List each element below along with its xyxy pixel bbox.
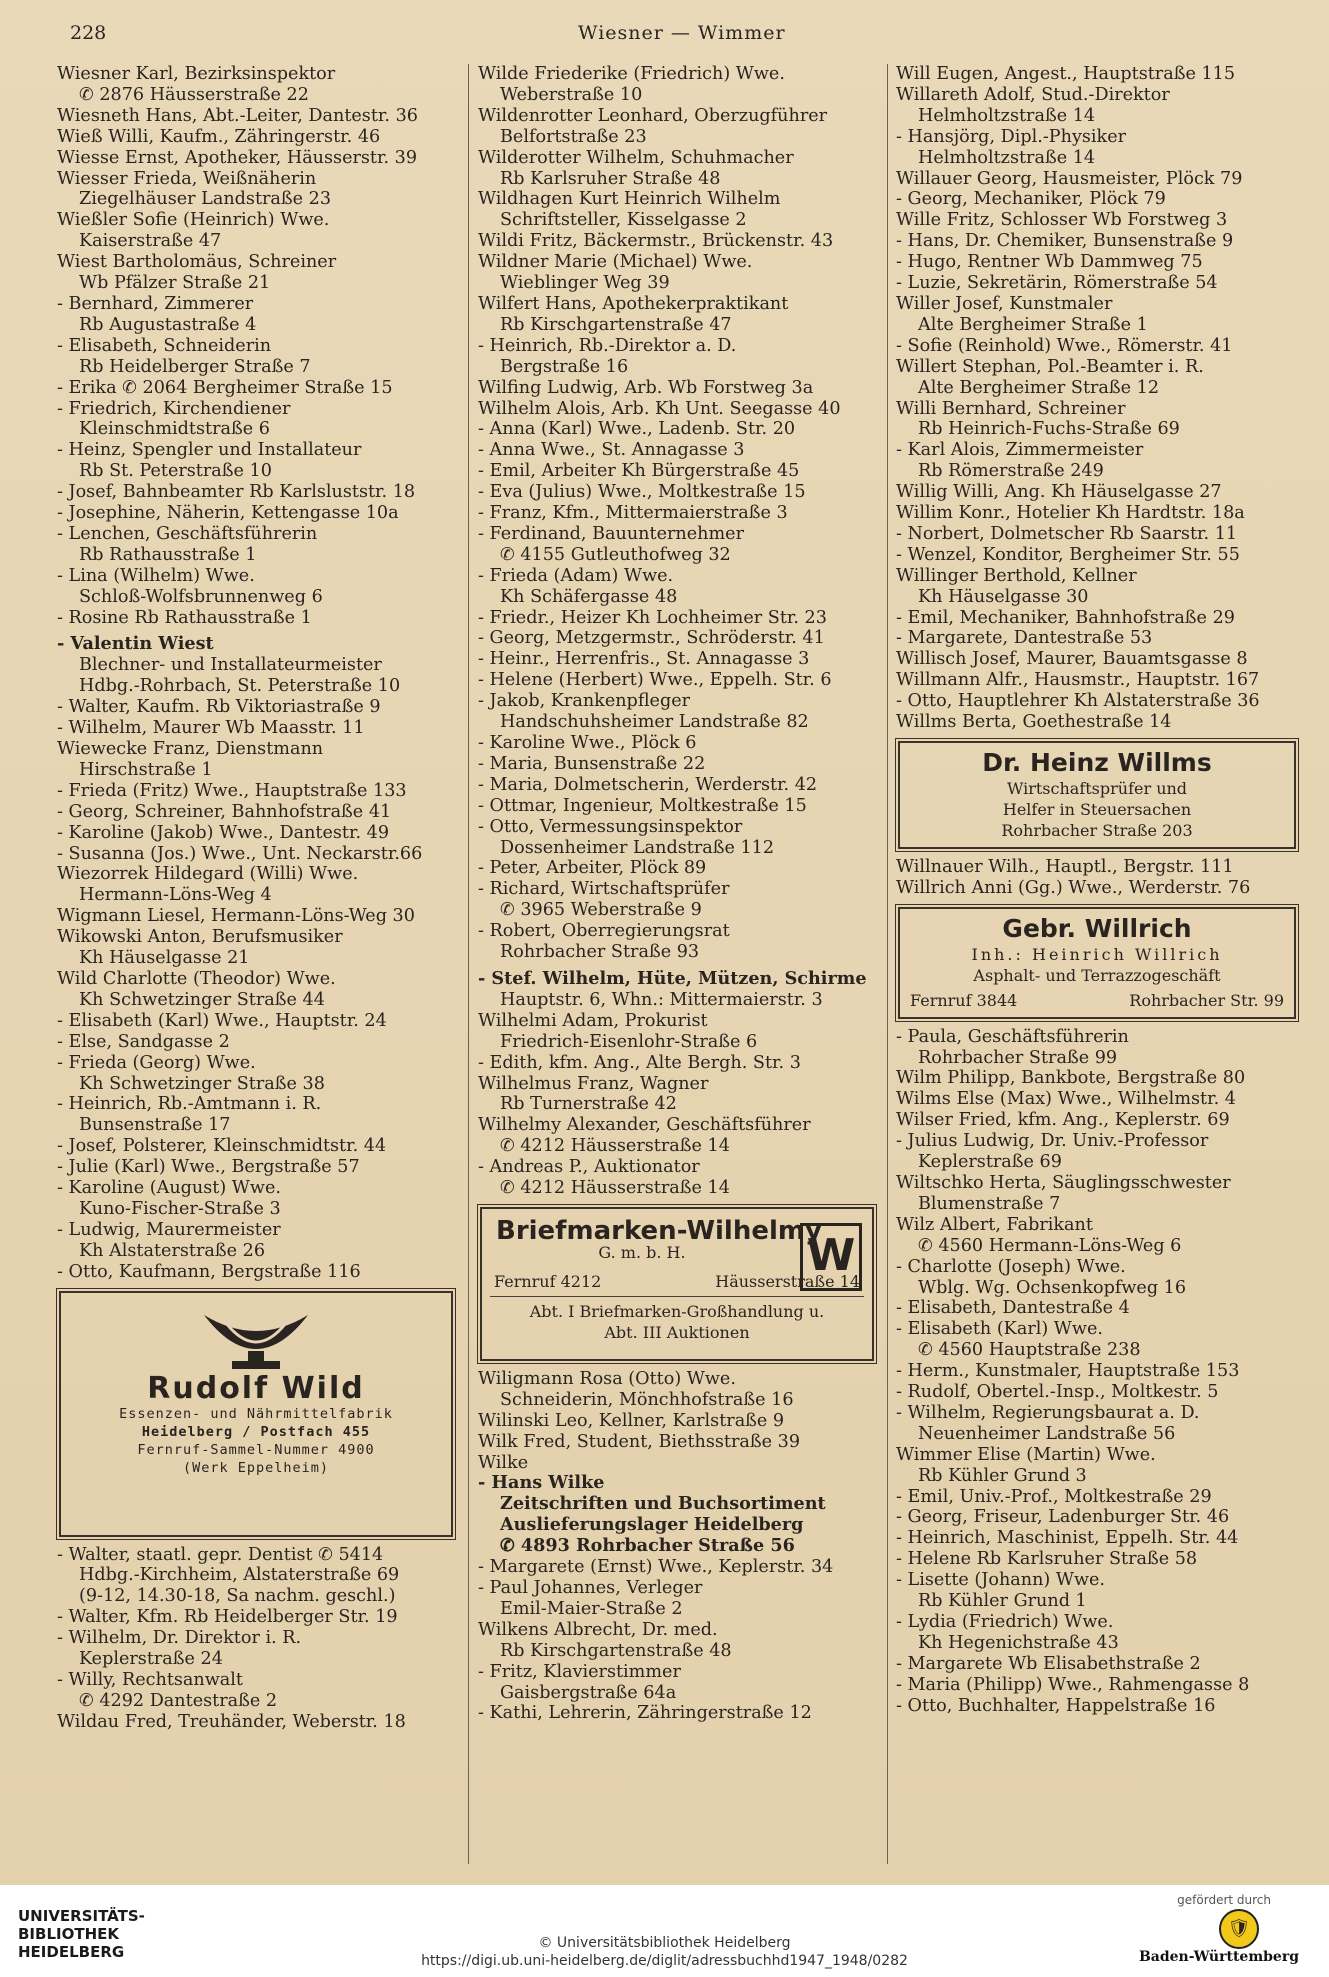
entry-list [478, 64, 878, 963]
directory-entry: ✆ 4212 Häusserstraße 14 [500, 1178, 730, 1199]
ad-title: Briefmarken-Wilhelmy [496, 1215, 822, 1246]
directory-entry: - Margarete (Ernst) Wwe., Keplerstr. 34 [478, 1557, 834, 1578]
directory-entry: Wildenrotter Leonhard, Oberzugführer [478, 105, 828, 126]
chalice-logo-icon [69, 1307, 443, 1373]
directory-entry: - Peter, Arbeiter, Plöck 89 [478, 858, 707, 879]
hans-wilke-block [478, 1473, 878, 1557]
directory-entry: Rb Heidelberger Straße 7 [79, 356, 311, 377]
directory-entry: Wieß Willi, Kaufm., Zähringerstr. 46 [57, 126, 381, 147]
directory-entry: Weberstraße 10 [500, 84, 643, 105]
library-line: UNIVERSITÄTS- [18, 1907, 145, 1925]
library-line: BIBLIOTHEK [18, 1925, 119, 1943]
directory-entry: - Richard, Wirtschaftsprüfer [478, 879, 730, 900]
ad-line: Asphalt- und Terrazzogeschäft [973, 965, 1221, 985]
directory-entry: Wblg. Wg. Ochsenkopfweg 16 [918, 1277, 1187, 1298]
directory-entry: Rohrbacher Straße 93 [500, 942, 700, 963]
directory-entry: - Helene (Herbert) Wwe., Eppelh. Str. 6 [478, 670, 832, 691]
entry-list [478, 1011, 878, 1199]
directory-entry: - Otto, Hauptlehrer Kh Alstaterstraße 36 [896, 691, 1260, 712]
directory-entry: - Karoline Wwe., Plöck 6 [478, 733, 697, 753]
directory-entry: Blumenstraße 7 [918, 1193, 1061, 1214]
ad-phone: Fernruf 3844 [910, 990, 1018, 1010]
directory-entry: - Josef, Polsterer, Kleinschmidtstr. 44 [57, 1136, 387, 1157]
directory-entry: - Herm., Kunstmaler, Hauptstraße 153 [896, 1361, 1240, 1382]
directory-entry: - Fritz, Klavierstimmer [478, 1661, 681, 1682]
directory-entry: - Wilhelm, Maurer Wb Maasstr. 11 [57, 718, 365, 739]
directory-entry: Wilderotter Wilhelm, Schuhmacher [478, 147, 794, 168]
directory-entry: Hdbg.-Kirchheim, Alstaterstraße 69 [79, 1565, 400, 1586]
entry-list [896, 1027, 1300, 1717]
directory-entry: Rb Heinrich-Fuchs-Straße 69 [918, 419, 1180, 440]
directory-entry: - Karoline (Jakob) Wwe., Dantestr. 49 [57, 822, 390, 843]
directory-entry: Wiltschko Herta, Säuglingsschwester [896, 1172, 1231, 1193]
directory-entry: Willmann Alfr., Hausmstr., Hauptstr. 167 [896, 670, 1260, 691]
directory-entry: Wilhelmy Alexander, Geschäftsführer [478, 1115, 811, 1136]
directory-entry: Bergstraße 16 [500, 356, 629, 377]
directory-entry: - Frieda (Georg) Wwe. [57, 1052, 256, 1073]
directory-entry: Wiezorrek Hildegard (Willi) Wwe. [57, 864, 359, 885]
directory-entry: (9-12, 14.30-18, Sa nachm. geschl.) [79, 1586, 396, 1607]
directory-entry: Kh Schäfergasse 48 [500, 586, 678, 607]
directory-entry: Hirschstraße 1 [79, 759, 213, 780]
entry-list [478, 1557, 878, 1724]
directory-entry: - Anna (Karl) Wwe., Ladenb. Str. 20 [478, 419, 796, 440]
library-footer [0, 1885, 1329, 1977]
directory-entry: - Lenchen, Geschäftsführerin [57, 523, 318, 544]
directory-entry: - Erika ✆ 2064 Bergheimer Straße 15 [57, 377, 393, 398]
directory-entry: Rb Kirschgartenstraße 47 [500, 314, 732, 335]
directory-entry: Wilfert Hans, Apothekerpraktikant [478, 293, 789, 314]
directory-entry: ✆ 3965 Weberstraße 9 [500, 900, 702, 921]
directory-entry: Wießler Sofie (Heinrich) Wwe. [57, 210, 330, 231]
directory-entry: Wilde Friederike (Friedrich) Wwe. [478, 64, 785, 84]
directory-entry: - Emil, Arbeiter Kh Bürgerstraße 45 [478, 461, 800, 482]
directory-entry: - Maria, Bunsenstraße 22 [478, 753, 706, 774]
directory-entry: - Wilhelm, Regierungsbaurat a. D. [896, 1402, 1200, 1423]
w-logo-icon: W [800, 1223, 862, 1291]
directory-entry: - Friedrich, Kirchendiener [57, 398, 291, 419]
directory-entry: Wilms Else (Max) Wwe., Wilhelmstr. 4 [896, 1089, 1236, 1110]
directory-entry: - Hugo, Rentner Wb Dammweg 75 [896, 252, 1203, 273]
listing-name: - Stef. Wilhelm, Hüte, Mützen, Schirme [478, 968, 867, 989]
ad-line: Wirtschaftsprüfer und [1006, 778, 1188, 798]
directory-entry: - Willy, Rechtsanwalt [57, 1670, 243, 1690]
directory-entry: Rb Römerstraße 249 [918, 461, 1104, 482]
directory-entry: - Lina (Wilhelm) Wwe. [57, 565, 255, 586]
directory-entry: - Hansjörg, Dipl.-Physiker [896, 126, 1127, 147]
column-2 [478, 64, 878, 1724]
ad-rudolf-wild [59, 1291, 453, 1537]
valentin-wiest-block [57, 634, 457, 697]
directory-entry: - Julie (Karl) Wwe., Bergstraße 57 [57, 1157, 360, 1178]
directory-entry: Alte Bergheimer Straße 12 [918, 377, 1160, 398]
directory-entry: Willisch Josef, Maurer, Bauamtsgasse 8 [896, 649, 1248, 670]
directory-entry: Wilhelm Alois, Arb. Kh Unt. Seegasse 40 [478, 398, 841, 419]
directory-entry: Willer Josef, Kunstmaler [896, 293, 1113, 314]
directory-entry: Willinger Berthold, Kellner [896, 565, 1137, 586]
directory-entry: Gaisbergstraße 64a [500, 1682, 677, 1703]
directory-entry: Wiewecke Franz, Dienstmann [57, 739, 324, 759]
directory-entry: - Rudolf, Obertel.-Insp., Moltkestr. 5 [896, 1382, 1219, 1403]
directory-entry: Helmholtzstraße 14 [918, 147, 1096, 168]
directory-entry: - Robert, Oberregierungsrat [478, 921, 730, 942]
stef-wilhelm-block [478, 969, 878, 1011]
ad-title: Dr. Heinz Willms [982, 748, 1212, 777]
directory-entry: - Frieda (Fritz) Wwe., Hauptstraße 133 [57, 780, 407, 801]
directory-entry: Willert Stephan, Pol.-Beamter i. R. [896, 356, 1204, 377]
directory-entry: Wildner Marie (Michael) Wwe. [478, 252, 753, 273]
directory-entry: - Luzie, Sekretärin, Römerstraße 54 [896, 273, 1218, 294]
directory-entry: Schloß-Wolfsbrunnenweg 6 [79, 586, 323, 607]
directory-entry: Kleinschmidtstraße 6 [79, 419, 270, 440]
directory-entry: - Karoline (August) Wwe. [57, 1178, 281, 1199]
entry-list [478, 1369, 878, 1474]
directory-entry: Wille Fritz, Schlosser Wb Forstweg 3 [896, 210, 1228, 231]
directory-entry: - Karl Alois, Zimmermeister [896, 440, 1144, 461]
directory-entry: Kuno-Fischer-Straße 3 [79, 1198, 281, 1219]
ad-line: (Werk Eppelheim) [182, 1460, 330, 1477]
directory-entry: - Paula, Geschäftsführerin [896, 1026, 1129, 1047]
directory-entry: Wilhelmi Adam, Prokurist [478, 1010, 708, 1031]
directory-entry: Ziegelhäuser Landstraße 23 [79, 189, 332, 210]
ad-line: Abt. I Briefmarken-Großhandlung u. [529, 1301, 825, 1321]
directory-entry: - Lisette (Johann) Wwe. [896, 1570, 1106, 1591]
directory-entry: - Georg, Schreiner, Bahnhofstraße 41 [57, 801, 392, 822]
library-line: HEIDELBERG [18, 1943, 125, 1961]
ad-address: Häusserstraße 14 [715, 1271, 860, 1291]
directory-entry: Wikowski Anton, Berufsmusiker [57, 927, 343, 948]
directory-entry: Wildi Fritz, Bäckermstr., Brückenstr. 43 [478, 231, 834, 252]
directory-entry: Wildhagen Kurt Heinrich Wilhelm [478, 189, 781, 210]
directory-entry: - Walter, Kfm. Rb Heidelberger Str. 19 [57, 1607, 398, 1628]
directory-entry: Schriftsteller, Kisselgasse 2 [500, 210, 747, 231]
directory-entry: - Emil, Mechaniker, Bahnhofstraße 29 [896, 607, 1235, 628]
directory-entry: - Andreas P., Auktionator [478, 1157, 700, 1178]
directory-entry: Wilz Albert, Fabrikant [896, 1214, 1093, 1235]
column-3 [896, 64, 1300, 1717]
directory-entry: ✆ 4212 Häusserstraße 14 [500, 1136, 730, 1157]
directory-entry: - Ludwig, Maurermeister [57, 1219, 281, 1240]
listing-line: Auslieferungslager Heidelberg [500, 1515, 804, 1536]
directory-entry: Wilkens Albrecht, Dr. med. [478, 1619, 718, 1640]
directory-entry: Keplerstraße 24 [79, 1649, 223, 1670]
column-divider-1 [468, 64, 469, 1864]
directory-entry: - Elisabeth, Schneiderin [57, 335, 272, 356]
directory-entry: - Otto, Kaufmann, Bergstraße 116 [57, 1261, 361, 1282]
directory-entry: Willig Willi, Ang. Kh Häuselgasse 27 [896, 482, 1222, 503]
directory-entry: Willnauer Wilh., Hauptl., Bergstr. 111 [896, 856, 1234, 877]
directory-entry: ✆ 2876 Häusserstraße 22 [79, 84, 309, 105]
ad-address: Rohrbacher Str. 99 [1129, 990, 1284, 1010]
directory-entry: - Julius Ludwig, Dr. Univ.-Professor [896, 1131, 1209, 1152]
directory-entry: - Frieda (Adam) Wwe. [478, 565, 674, 586]
directory-entry: - Heinr., Herrenfris., St. Annagasse 3 [478, 649, 810, 670]
directory-entry: - Elisabeth (Karl) Wwe. [896, 1319, 1103, 1340]
directory-entry: Wildau Fred, Treuhänder, Weberstr. 18 [57, 1711, 406, 1732]
directory-entry: - Heinrich, Rb.-Amtmann i. R. [57, 1094, 322, 1115]
ad-line: Heidelberg / Postfach 455 [141, 1424, 371, 1441]
directory-entry: - Georg, Friseur, Ladenburger Str. 46 [896, 1507, 1230, 1528]
permalink[interactable]: https://digi.ub.uni-heidelberg.de/diglit/adressbuchhd1947_1948/0282 [421, 1953, 908, 1969]
directory-entry: Wilhelmus Franz, Wagner [478, 1073, 709, 1094]
listing-line: Hauptstr. 6, Whn.: Mittermaierstr. 3 [500, 989, 823, 1010]
directory-entry: - Ottmar, Ingenieur, Moltkestraße 15 [478, 795, 807, 816]
page-number: 228 [70, 22, 107, 44]
directory-entry: Kh Hegenichstraße 43 [918, 1632, 1119, 1653]
directory-entry: - Edith, kfm. Ang., Alte Bergh. Str. 3 [478, 1052, 801, 1073]
directory-entry: - Heinrich, Rb.-Direktor a. D. [478, 335, 737, 356]
ad-gebr-willrich [898, 907, 1296, 1019]
listing-line: Blechner- und Installateurmeister [79, 655, 382, 676]
directory-entry: Rb Kirschgartenstraße 48 [500, 1640, 732, 1661]
directory-entry: Dossenheimer Landstraße 112 [500, 837, 775, 858]
ad-title: Gebr. Willrich [1002, 913, 1192, 943]
directory-entry: Will Eugen, Angest., Hauptstraße 115 [896, 64, 1236, 84]
directory-entry: - Maria (Philipp) Wwe., Rahmengasse 8 [896, 1674, 1250, 1695]
directory-entry: Emil-Maier-Straße 2 [500, 1598, 683, 1619]
directory-entry: Wilm Philipp, Bankbote, Bergstraße 80 [896, 1068, 1246, 1089]
directory-entry: Rb St. Peterstraße 10 [79, 461, 272, 482]
copyright-notice: © Universitätsbibliothek Heidelberg [538, 1935, 791, 1951]
ad-line: Abt. III Auktionen [604, 1322, 750, 1342]
directory-entry: Schneiderin, Mönchhofstraße 16 [500, 1389, 794, 1410]
directory-entry: ✆ 4292 Dantestraße 2 [79, 1690, 278, 1711]
directory-entry: - Maria, Dolmetscherin, Werderstr. 42 [478, 774, 818, 795]
ad-line: Fernruf-Sammel-Nummer 4900 [137, 1442, 375, 1459]
ad-line: Inh.: Heinrich Willrich [971, 944, 1223, 964]
directory-entry: - Friedr., Heizer Kh Lochheimer Str. 23 [478, 607, 827, 628]
directory-entry: - Walter, Kaufm. Rb Viktoriastraße 9 [57, 697, 381, 718]
directory-entry: - Susanna (Jos.) Wwe., Unt. Neckarstr.66 [57, 843, 423, 864]
directory-entry: - Georg, Mechaniker, Plöck 79 [896, 189, 1166, 210]
entry-list [896, 64, 1300, 733]
directory-entry: Handschuhsheimer Landstraße 82 [500, 712, 809, 733]
directory-entry: - Jakob, Krankenpfleger [478, 691, 691, 712]
directory-entry: Kh Häuselgasse 21 [79, 948, 250, 969]
directory-entry: - Kathi, Lehrerin, Zähringerstraße 12 [478, 1703, 812, 1724]
directory-entry: Wild Charlotte (Theodor) Wwe. [57, 968, 336, 989]
listing-name: - Hans Wilke [478, 1473, 605, 1494]
directory-entry: Wiest Bartholomäus, Schreiner [57, 252, 337, 273]
directory-entry: - Ferdinand, Bauunternehmer [478, 523, 744, 544]
directory-entry: Wb Pfälzer Straße 21 [79, 273, 271, 294]
directory-entry: Willareth Adolf, Stud.-Direktor [896, 84, 1170, 105]
directory-entry: Wilser Fried, kfm. Ang., Keplerstr. 69 [896, 1110, 1230, 1131]
listing-line: Hdbg.-Rohrbach, St. Peterstraße 10 [79, 676, 401, 697]
directory-entry: Wilke [478, 1452, 529, 1473]
directory-entry: Rb Kühler Grund 3 [918, 1465, 1087, 1486]
entry-list [57, 1545, 457, 1733]
directory-entry: Wiesse Ernst, Apotheker, Häusserstr. 39 [57, 147, 418, 168]
column-1 [57, 64, 457, 1733]
directory-entry: - Eva (Julius) Wwe., Moltkestraße 15 [478, 482, 806, 503]
directory-entry: Wimmer Elise (Martin) Wwe. [896, 1444, 1156, 1465]
ad-briefmarken-wilhelmy [480, 1207, 874, 1361]
entry-list [57, 697, 457, 1282]
directory-entry: Belfortstraße 23 [500, 126, 647, 147]
directory-entry: Helmholtzstraße 14 [918, 105, 1096, 126]
entry-list [896, 857, 1300, 899]
ad-phone: Fernruf 4212 [494, 1271, 602, 1291]
directory-entry: - Lydia (Friedrich) Wwe. [896, 1612, 1114, 1632]
listing-name: - Valentin Wiest [57, 634, 214, 655]
directory-entry: - Helene Rb Karlsruher Straße 58 [896, 1549, 1198, 1570]
directory-entry: - Walter, staatl. gepr. Dentist ✆ 5414 [57, 1544, 384, 1565]
directory-entry: Hermann-Löns-Weg 4 [79, 885, 272, 906]
directory-entry: Wiesneth Hans, Abt.-Leiter, Dantestr. 36 [57, 105, 418, 126]
ad-line: Rohrbacher Straße 203 [1001, 820, 1193, 840]
listing-line: ✆ 4893 Rohrbacher Straße 56 [500, 1536, 795, 1557]
directory-entry: - Emil, Univ.-Prof., Moltkestraße 29 [896, 1486, 1212, 1507]
directory-entry: - Hans, Dr. Chemiker, Bunsenstraße 9 [896, 231, 1234, 252]
directory-entry: Kh Schwetzinger Straße 44 [79, 989, 325, 1010]
directory-entry: Willrich Anni (Gg.) Wwe., Werderstr. 76 [896, 877, 1251, 898]
directory-entry: Bunsenstraße 17 [79, 1115, 231, 1136]
directory-entry: - Paul Johannes, Verleger [478, 1578, 703, 1598]
directory-entry: - Otto, Vermessungsinspektor [478, 816, 743, 837]
directory-entry: Wilinski Leo, Kellner, Karlstraße 9 [478, 1410, 785, 1431]
entry-list [57, 64, 457, 628]
directory-entry: Willi Bernhard, Schreiner [896, 398, 1126, 419]
directory-entry: - Sofie (Reinhold) Wwe., Römerstr. 41 [896, 335, 1233, 356]
ad-line: Helfer in Steuersachen [1002, 799, 1192, 819]
column-divider-2 [887, 64, 888, 1864]
directory-entry: - Charlotte (Joseph) Wwe. [896, 1256, 1126, 1277]
directory-entry: - Margarete Wb Elisabethstraße 2 [896, 1653, 1201, 1674]
ad-dr-heinz-willms [898, 741, 1296, 849]
directory-entry: Kaiserstraße 47 [79, 231, 222, 252]
ad-line: G. m. b. H. [598, 1242, 686, 1262]
directory-entry: Rb Rathausstraße 1 [79, 544, 257, 565]
ad-line: Essenzen- und Nährmittelfabrik [119, 1406, 393, 1423]
directory-entry: - Norbert, Dolmetscher Rb Saarstr. 11 [896, 523, 1238, 544]
directory-entry: Rb Kühler Grund 1 [918, 1591, 1087, 1612]
directory-entry: - Margarete, Dantestraße 53 [896, 628, 1153, 649]
directory-entry: Willauer Georg, Hausmeister, Plöck 79 [896, 168, 1243, 189]
directory-entry: ✆ 4560 Hauptstraße 238 [918, 1340, 1141, 1361]
ad-contact-row [910, 990, 1284, 1011]
directory-entry: - Wenzel, Konditor, Bergheimer Str. 55 [896, 544, 1240, 565]
directory-entry: Wilfing Ludwig, Arb. Wb Forstweg 3a [478, 377, 814, 398]
funded-by-label: gefördert durch [1177, 1893, 1271, 1907]
directory-entry: - Bernhard, Zimmerer [57, 293, 254, 314]
funder-name: Baden-Württemberg [1138, 1949, 1299, 1965]
directory-entry: - Georg, Metzgermstr., Schröderstr. 41 [478, 628, 825, 649]
directory-entry: Friedrich-Eisenlohr-Straße 6 [500, 1031, 758, 1052]
directory-entry: Wiesner Karl, Bezirksinspektor [57, 64, 336, 84]
directory-entry: - Elisabeth (Karl) Wwe., Hauptstr. 24 [57, 1010, 387, 1031]
directory-entry: Keplerstraße 69 [918, 1152, 1062, 1173]
directory-entry: - Elisabeth, Dantestraße 4 [896, 1298, 1130, 1319]
directory-entry: Rb Augustastraße 4 [79, 314, 257, 335]
directory-entry: Wilk Fred, Student, Biethsstraße 39 [478, 1431, 801, 1452]
directory-entry: Wiligmann Rosa (Otto) Wwe. [478, 1368, 736, 1389]
directory-entry: Rb Turnerstraße 42 [500, 1094, 677, 1115]
directory-entry: Alte Bergheimer Straße 1 [918, 314, 1148, 335]
directory-entry: - Else, Sandgasse 2 [57, 1031, 230, 1052]
directory-entry: Rb Karlsruher Straße 48 [500, 168, 721, 189]
directory-entry: - Heinrich, Maschinist, Eppelh. Str. 44 [896, 1528, 1239, 1549]
directory-entry: - Rosine Rb Rathausstraße 1 [57, 607, 312, 628]
directory-entry: - Wilhelm, Dr. Direktor i. R. [57, 1628, 302, 1649]
directory-entry: Kh Alstaterstraße 26 [79, 1240, 266, 1261]
directory-entry: Kh Häuselgasse 30 [918, 586, 1089, 607]
directory-entry: ✆ 4560 Hermann-Löns-Weg 6 [918, 1235, 1182, 1256]
directory-entry: Wigmann Liesel, Hermann-Löns-Weg 30 [57, 906, 415, 927]
directory-entry: - Otto, Buchhalter, Happelstraße 16 [896, 1695, 1216, 1716]
directory-entry: - Heinz, Spengler und Installateur [57, 440, 362, 461]
directory-entry: - Anna Wwe., St. Annagasse 3 [478, 440, 745, 461]
listing-line: Zeitschriften und Buchsortiment [500, 1494, 826, 1515]
directory-entry: Willim Konr., Hotelier Kh Hardtstr. 18a [896, 503, 1245, 524]
ad-divider [490, 1296, 864, 1297]
directory-entry: Willms Berta, Goethestraße 14 [896, 712, 1172, 733]
directory-entry: Rohrbacher Straße 99 [918, 1047, 1118, 1068]
directory-entry: Neuenheimer Landstraße 56 [918, 1423, 1176, 1444]
directory-entry: Kh Schwetzinger Straße 38 [79, 1073, 325, 1094]
coat-of-arms-icon: 🛡 [1219, 1909, 1259, 1949]
ad-title: Rudolf Wild [147, 1370, 365, 1406]
directory-entry: - Josef, Bahnbeamter Rb Karlsluststr. 18 [57, 482, 416, 503]
directory-entry: - Josephine, Näherin, Kettengasse 10a [57, 503, 399, 524]
directory-entry: - Franz, Kfm., Mittermaierstraße 3 [478, 503, 788, 524]
directory-entry: ✆ 4155 Gutleuthofweg 32 [500, 544, 731, 565]
directory-entry: Wiesser Frieda, Weißnäherin [57, 168, 317, 189]
directory-entry: Wieblinger Weg 39 [500, 273, 670, 294]
running-title: Wiesner — Wimmer [578, 22, 786, 44]
